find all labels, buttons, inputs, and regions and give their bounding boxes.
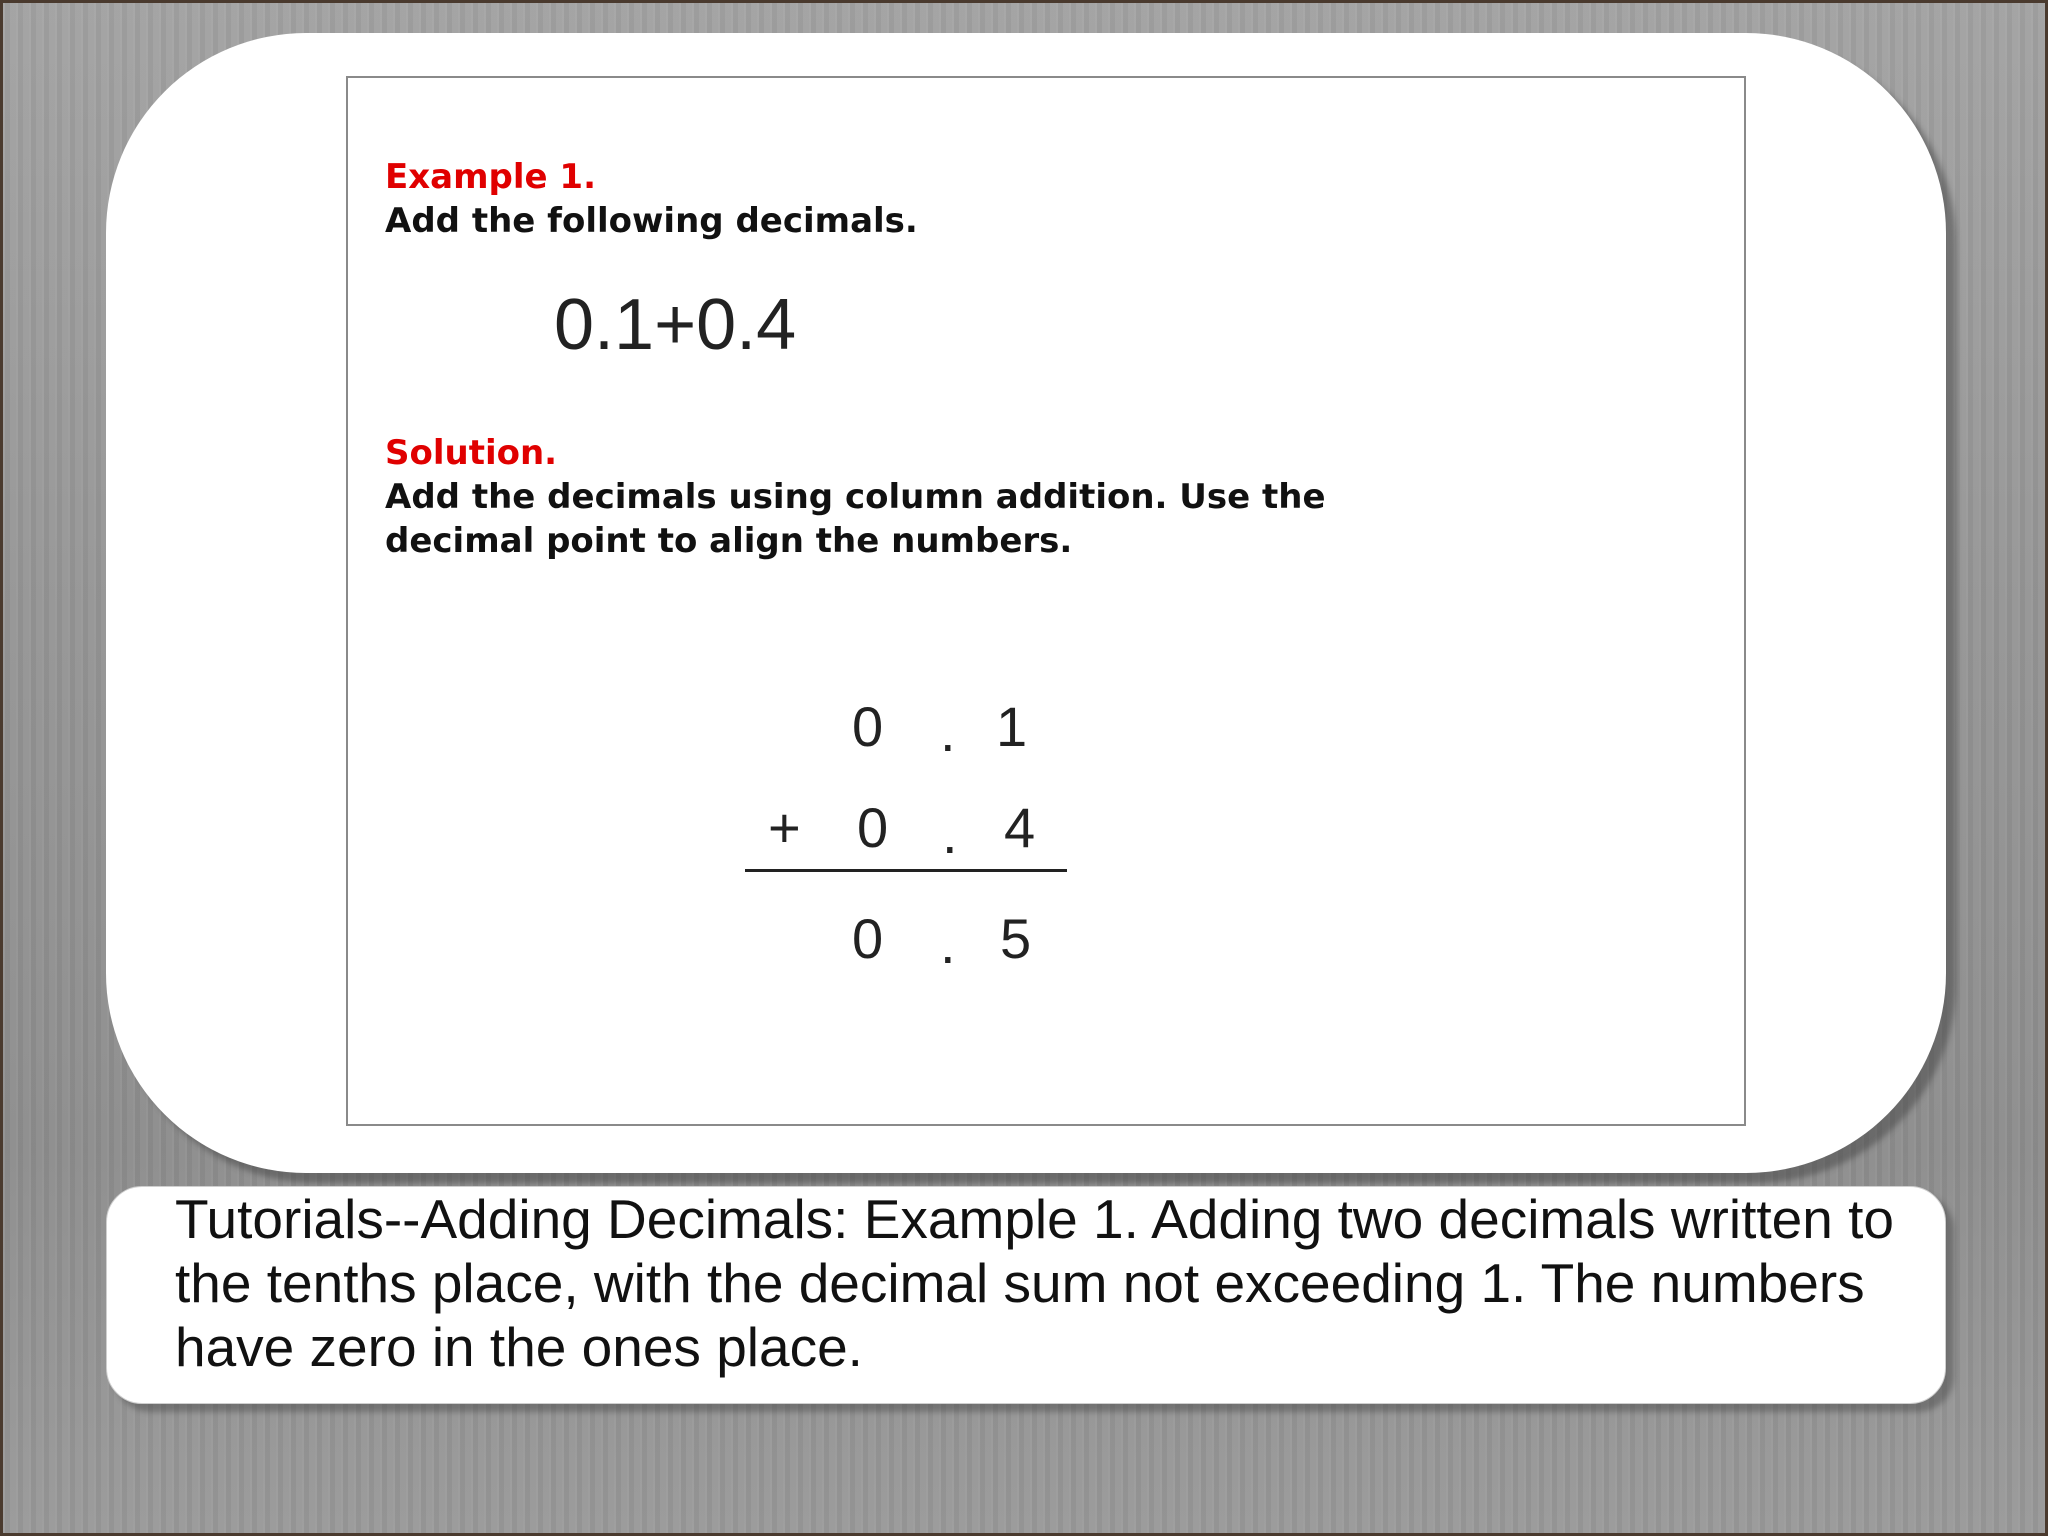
- row1-ones-digit: 0: [852, 695, 884, 758]
- result-decimal-point: .: [940, 912, 956, 975]
- row1-tenths-digit: 1: [996, 695, 1028, 758]
- instruction-text: Add the following decimals.: [385, 201, 918, 241]
- row2-decimal-point: .: [942, 802, 958, 865]
- result-tenths-digit: 5: [1000, 907, 1032, 970]
- row2-ones-digit: 0: [857, 796, 889, 859]
- plus-operator: +: [768, 796, 801, 859]
- caption-box: [106, 1186, 1946, 1404]
- caption-text: Tutorials--Adding Decimals: Example 1. Adding two decimals written to the tenths place, with the decimal sum not exceeding 1. The numbers have zero in the ones place.: [175, 1188, 1894, 1378]
- row2-tenths-digit: 4: [1004, 796, 1036, 859]
- solution-label: Solution.: [385, 433, 558, 473]
- solution-text-line-1: Add the decimals using column addition. Use the: [385, 477, 1326, 517]
- sum-line: [745, 869, 1067, 872]
- math-expression: 0.1+0.4: [554, 285, 797, 365]
- math-slide: [346, 76, 1746, 1126]
- solution-text-line-2: decimal point to align the numbers.: [385, 521, 1073, 561]
- example-label: Example 1.: [385, 157, 596, 197]
- result-ones-digit: 0: [852, 907, 884, 970]
- row1-decimal-point: .: [940, 700, 956, 763]
